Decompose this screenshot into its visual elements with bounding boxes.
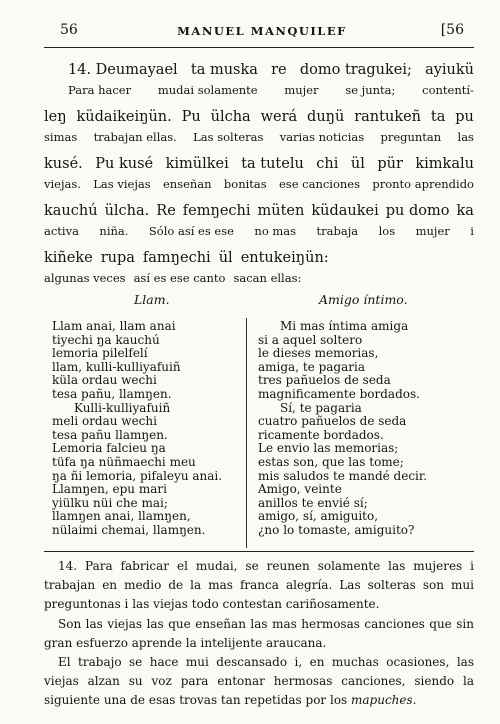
spanish-gloss-line bbox=[44, 130, 474, 144]
footnote bbox=[44, 557, 474, 711]
spanish-gloss: preguntan bbox=[380, 130, 442, 144]
mapuche-word: chi bbox=[316, 156, 339, 172]
mapuche-word: ta muska bbox=[190, 62, 258, 78]
spanish-gloss-line bbox=[68, 83, 474, 97]
spanish-gloss: viejas. bbox=[44, 177, 81, 191]
poem-line-mapuche: nülaimi chemai, llamŋen. bbox=[52, 522, 206, 537]
page-number-left: 56 bbox=[60, 22, 78, 38]
mapuche-word: ka bbox=[456, 203, 474, 219]
mapuche-word: re bbox=[271, 62, 287, 78]
mapuche-word: ta bbox=[430, 109, 446, 125]
footnote-italic-word: mapuches bbox=[351, 693, 413, 708]
mapuche-word: femŋechi bbox=[182, 203, 251, 219]
poem-line-spanish: si a aquel soltero bbox=[258, 332, 363, 347]
spanish-gloss: ese canciones bbox=[278, 177, 361, 191]
page-header bbox=[60, 22, 464, 44]
spanish-gloss: Las solteras bbox=[193, 130, 264, 144]
mapuche-word: ta tutelu bbox=[241, 156, 304, 172]
mapuche-word: ül bbox=[350, 156, 365, 172]
mapuche-word: rantukeñ bbox=[354, 109, 422, 125]
spanish-gloss: se junta; bbox=[345, 83, 396, 97]
mapuche-word: domo tragukei; bbox=[299, 62, 412, 78]
mapuche-word: müten bbox=[257, 203, 305, 219]
footnote-paragraph bbox=[44, 653, 474, 711]
footnote-rule bbox=[44, 551, 474, 552]
mapuche-word: kusé. bbox=[44, 156, 83, 172]
spanish-gloss: varias noticias bbox=[279, 130, 365, 144]
poem-line-mapuche: lemoria pilelfelí bbox=[52, 346, 148, 361]
mapuche-word: pür bbox=[377, 156, 403, 172]
poem-line-mapuche: llamŋen anai, llamŋen, bbox=[52, 509, 191, 524]
poem-line-spanish: Sí, te pagaria bbox=[280, 400, 362, 415]
mapuche-line bbox=[68, 62, 474, 78]
spanish-gloss: i bbox=[470, 224, 474, 238]
spanish-gloss: mudai solamente bbox=[157, 83, 258, 97]
poem-line-spanish: anillos te envié sí; bbox=[258, 495, 368, 510]
spanish-gloss: así es ese canto bbox=[133, 271, 226, 285]
poem-spanish-column bbox=[258, 320, 427, 538]
spanish-gloss-line bbox=[44, 177, 474, 191]
poem-line-spanish: cuatro pañuelos de seda bbox=[258, 414, 407, 429]
interlinear-line-pair bbox=[44, 203, 474, 250]
mapuche-word: kimülkei bbox=[165, 156, 229, 172]
interlinear-line-pair bbox=[44, 109, 474, 156]
spanish-gloss: niña. bbox=[99, 224, 129, 238]
mapuche-line bbox=[44, 250, 474, 266]
footnote-text: El trabajo se hace mui descansado i, en muchas ocasiones, las viejas alzan su voz para entonar hermosas canciones, siendo la siguiente una de esas trovas tan repetidas por los bbox=[44, 655, 474, 708]
poem-mapuche-column bbox=[52, 320, 222, 538]
spanish-gloss: mujer bbox=[284, 83, 319, 97]
poem-line-mapuche: Llam anai, llam anai bbox=[52, 319, 176, 333]
poem-title-mapuche: Llam. bbox=[134, 292, 170, 307]
interlinear-line-pair bbox=[44, 62, 474, 109]
poem-line-mapuche: llam, kulli-kulliyafuiñ bbox=[52, 359, 181, 374]
mapuche-word: küdaikeiŋün. bbox=[76, 109, 172, 125]
spanish-gloss: mujer bbox=[415, 224, 450, 238]
poem-line-spanish: amiga, te pagaria bbox=[258, 359, 365, 374]
mapuche-word: Pu bbox=[181, 109, 201, 125]
mapuche-word: pu bbox=[455, 109, 474, 125]
spanish-gloss: sacan ellas: bbox=[233, 271, 302, 285]
poem-line-spanish: magnificamente bordados. bbox=[258, 386, 420, 401]
poem-line-spanish: Amigo, veinte bbox=[258, 482, 342, 497]
poem-line-mapuche: Lemoria falcieu ŋa bbox=[52, 441, 166, 456]
mapuche-word: entukeiŋün: bbox=[240, 250, 329, 266]
spanish-gloss: Las viejas bbox=[93, 177, 151, 191]
mapuche-word: 14. Deumayael bbox=[68, 62, 178, 78]
poem-line-mapuche: tiyechi ŋa kauchú bbox=[52, 332, 160, 347]
mapuche-line bbox=[44, 109, 474, 125]
poem-line-mapuche: tesa pañu, llamŋen. bbox=[52, 386, 172, 401]
poem-column-divider bbox=[246, 318, 247, 548]
spanish-gloss: contentí- bbox=[422, 83, 474, 97]
running-title: MANUEL MANQUILEF bbox=[177, 24, 347, 38]
spanish-gloss-line bbox=[44, 224, 474, 238]
poem-line-spanish: ¿no lo tomaste, amiguito? bbox=[258, 522, 415, 537]
poem-line-mapuche: ŋa ñi lemoria, pifaleyu anai. bbox=[52, 468, 223, 483]
mapuche-word: küdaukei bbox=[311, 203, 379, 219]
mapuche-word: famŋechi bbox=[142, 250, 211, 266]
mapuche-word: pu domo bbox=[385, 203, 450, 219]
poem-line-spanish: Mi mas íntima amiga bbox=[280, 319, 409, 333]
poem-line-spanish: estas son, que las tome; bbox=[258, 454, 404, 469]
footnote-paragraph: Son las viejas las que enseñan las mas hermosas canciones que sin gran esfuerzo aprende la intelijente araucana. bbox=[44, 616, 474, 650]
spanish-gloss: trabaja bbox=[316, 224, 359, 238]
spanish-gloss: activa bbox=[44, 224, 79, 238]
spanish-gloss: bonitas bbox=[223, 177, 267, 191]
mapuche-word: kiñeke bbox=[44, 250, 93, 266]
footnote-paragraph: 14. Para fabricar el mudai, se reunen solamente las mujeres i trabajan en medio de la mas franca alegría. Las solteras son mui preguntonas i las viejas todo contestan cariñosamente. bbox=[44, 559, 474, 612]
poem-line-mapuche: Kulli-kulliyafuiñ bbox=[74, 400, 171, 415]
spanish-gloss: no mas bbox=[254, 224, 297, 238]
poem-line-spanish: le dieses memorias, bbox=[258, 346, 379, 361]
mapuche-word: Pu kusé bbox=[95, 156, 154, 172]
mapuche-word: Re bbox=[156, 203, 176, 219]
spanish-gloss: los bbox=[378, 224, 396, 238]
poem-line-spanish: ricamente bordados. bbox=[258, 427, 384, 442]
poem-line-mapuche: tüfa ŋa nüñmaechi meu bbox=[52, 454, 196, 469]
mapuche-word: ül bbox=[218, 250, 233, 266]
mapuche-word: kimkalu bbox=[415, 156, 474, 172]
footnote-text: . bbox=[412, 693, 417, 708]
poem-line-spanish: amigo, sí, amiguito, bbox=[258, 509, 379, 524]
spanish-gloss: las bbox=[457, 130, 474, 144]
mapuche-word: werá bbox=[260, 109, 298, 125]
mapuche-word: ülcha bbox=[210, 109, 251, 125]
mapuche-word: leŋ bbox=[44, 109, 67, 125]
spanish-gloss: Para hacer bbox=[68, 83, 132, 97]
spanish-gloss: pronto aprendido bbox=[372, 177, 474, 191]
poem-line-mapuche: küla ordau wechi bbox=[52, 373, 157, 388]
mapuche-line bbox=[44, 156, 474, 172]
interlinear-line-pair bbox=[44, 250, 474, 297]
poem-line-spanish: Le envio las memorias; bbox=[258, 441, 399, 456]
mapuche-line bbox=[44, 203, 474, 219]
header-rule bbox=[44, 47, 474, 48]
spanish-gloss: algunas veces bbox=[44, 271, 126, 285]
interlinear-line-pair bbox=[44, 156, 474, 203]
interlinear-text bbox=[44, 62, 474, 297]
spanish-gloss: enseñan bbox=[162, 177, 212, 191]
mapuche-word: rupa bbox=[100, 250, 135, 266]
poem-line-spanish: tres pañuelos de seda bbox=[258, 373, 391, 388]
poem-line-mapuche: yiülku nüi che mai; bbox=[52, 495, 168, 510]
mapuche-word: ayiukü bbox=[425, 62, 474, 78]
poem-line-mapuche: Llamŋen, epu mari bbox=[52, 482, 167, 497]
poem-line-mapuche: tesa pañu llamŋen. bbox=[52, 427, 168, 442]
mapuche-word: duŋü bbox=[307, 109, 345, 125]
spanish-gloss: simas bbox=[44, 130, 78, 144]
poem-line-mapuche: meli ordau wechi bbox=[52, 414, 157, 429]
spanish-gloss: trabajan ellas. bbox=[93, 130, 177, 144]
spanish-gloss-line bbox=[44, 271, 474, 285]
poem-title-spanish: Amigo íntimo. bbox=[319, 292, 408, 307]
poem-line-spanish: mis saludos te mandé decir. bbox=[258, 468, 428, 483]
spanish-gloss: Sólo así es ese bbox=[148, 224, 234, 238]
mapuche-word: kauchú bbox=[44, 203, 98, 219]
mapuche-word: ülcha. bbox=[104, 203, 150, 219]
page-number-right: [56 bbox=[440, 22, 464, 38]
